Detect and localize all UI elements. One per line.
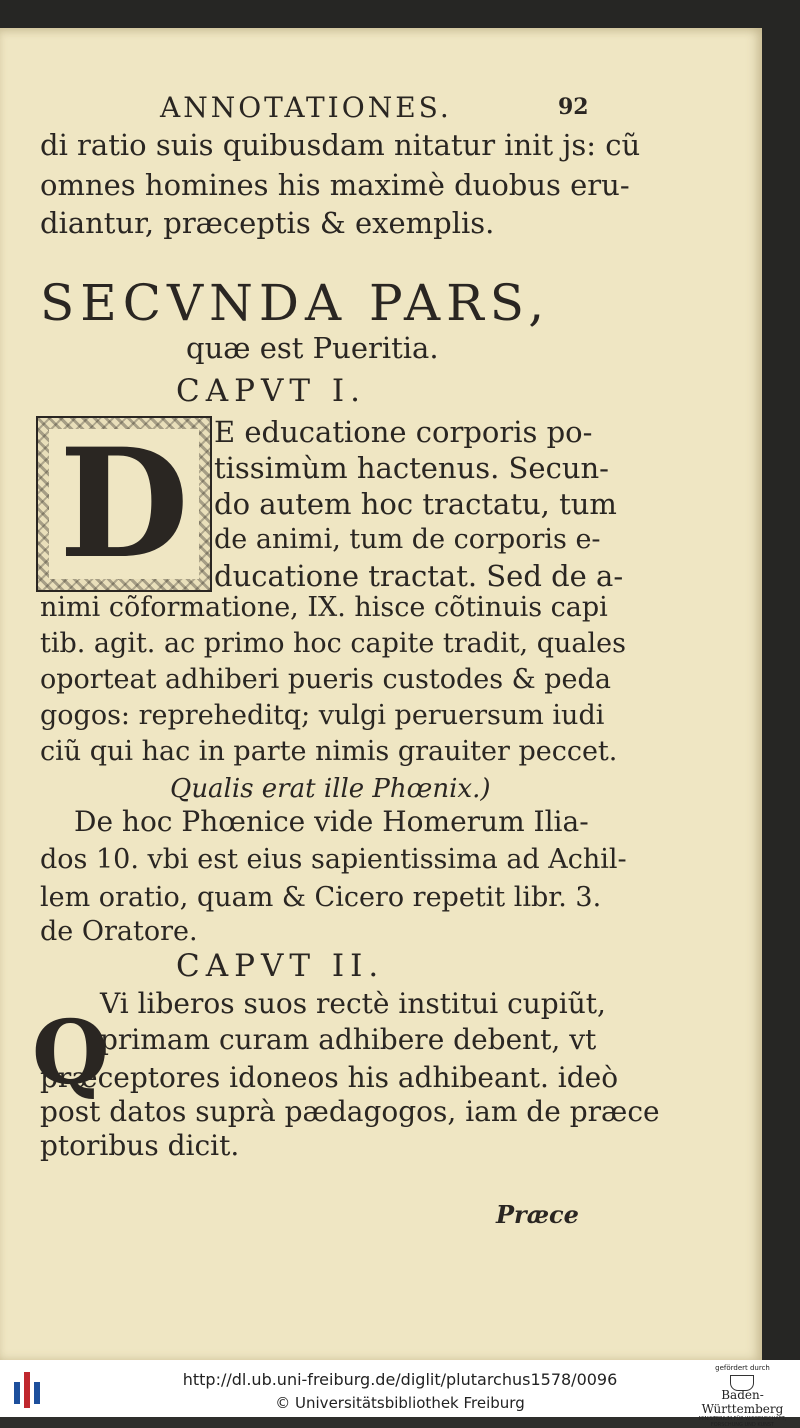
book-page	[0, 28, 762, 1360]
text-line: gogos: repreheditq; vulgi peruersum iudi	[40, 700, 605, 731]
text-line: tib. agit. ac primo hoc capite tradit, quales	[40, 628, 626, 659]
text-line: ducatione tractat. Sed de a-	[214, 559, 624, 593]
text-line: oporteat adhiberi pueris custodes & peda	[40, 664, 611, 695]
text-line: diantur, præceptis & exemplis.	[40, 206, 495, 240]
text-line: nimi cõformatione, IX. hisce cõtinuis capi	[40, 592, 608, 623]
text-line: de Oratore.	[40, 916, 198, 947]
text-line: ciũ qui hac in parte nimis grauiter peccet.	[40, 736, 618, 767]
text-line: præceptores idoneos his adhibeant. ideò	[40, 1061, 619, 1094]
sponsor-caption: gefördert durch	[715, 1364, 770, 1372]
text-line: De hoc Phœnice vide Homerum Ilia-	[74, 805, 589, 838]
catchword: Præce	[496, 1200, 579, 1229]
text-line: tissimùm hactenus. Secun-	[214, 451, 609, 485]
text-line: post datos suprà pædagogos, iam de præce	[40, 1095, 660, 1128]
permalink-url[interactable]: http://dl.ub.uni-freiburg.de/diglit/plutarchus1578/0096	[182, 1370, 618, 1389]
crest-icon	[730, 1375, 754, 1391]
text-line: omnes homines his maximè duobus eru-	[40, 168, 630, 202]
chapter-heading-2: CAPVT II.	[176, 948, 385, 984]
running-head: ANNOTATIONES.	[160, 91, 452, 124]
sponsor-ministry: MINISTERIUM FÜR WISSENSCHAFT, FORSCHUNG UND KUNST	[698, 1416, 787, 1428]
sponsor-block	[690, 1364, 795, 1428]
folio-number: 92	[558, 94, 589, 120]
sponsor-name: Baden-Württemberg	[701, 1388, 784, 1416]
decorated-initial	[36, 416, 212, 592]
text-line: E educatione corporis po-	[214, 415, 593, 449]
text-line: lem oratio, quam & Cicero repetit libr. 3.	[40, 882, 602, 913]
text-line: ptoribus dicit.	[40, 1129, 240, 1162]
text-line: di ratio suis quibusdam nitatur init js: cũ	[40, 128, 641, 162]
text-line: do autem hoc tractatu, tum	[214, 487, 617, 521]
chapter-heading-1: CAPVT I.	[176, 373, 366, 409]
text-line: de animi, tum de corporis e-	[214, 524, 601, 555]
initial-letter-q: Q	[32, 1000, 109, 1104]
text-line: Vi liberos suos rectè institui cupiũt,	[100, 987, 606, 1020]
lemma: Qualis erat ille Phœnix.)	[170, 774, 491, 804]
text-line: dos 10. vbi est eius sapientissima ad Achil-	[40, 844, 627, 875]
section-subheading: quæ est Pueritia.	[186, 331, 439, 365]
section-heading: SECVNDA PARS,	[40, 274, 551, 332]
copyright-notice: © Universitätsbibliothek Freiburg	[275, 1394, 525, 1412]
text-line: primam curam adhibere debent, vt	[100, 1023, 597, 1056]
viewer-footer	[0, 1360, 800, 1428]
initial-letter: D	[49, 429, 199, 579]
